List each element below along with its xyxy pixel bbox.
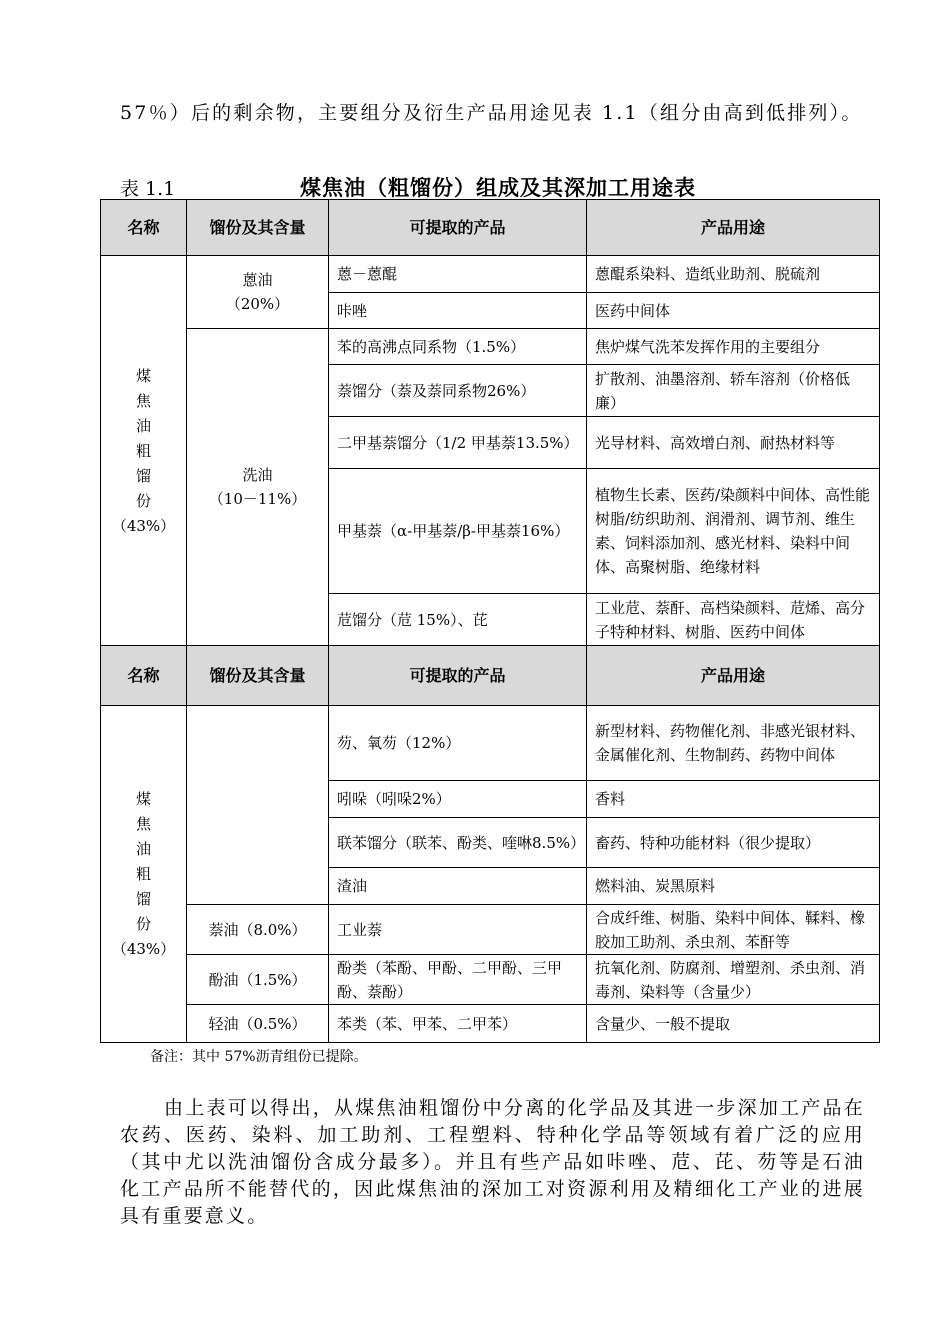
product-cell: 芴、氧芴（12%） (329, 706, 587, 781)
product-cell: 酚类（苯酚、甲酚、二甲酚、三甲酚、萘酚） (329, 955, 587, 1005)
table-row (101, 1005, 880, 1043)
table-note: 备注：其中 57%沥青组份已提除。 (150, 1049, 368, 1065)
use-cell: 蒽醌系染料、造纸业助剂、脱硫剂 (587, 256, 880, 293)
header-use: 产品用途 (587, 646, 880, 706)
table-caption-label: 表 1.1 (120, 178, 176, 200)
section1-name-cell (101, 256, 187, 646)
summary-paragraph: 由上表可以得出，从煤焦油粗馏份中分离的化学品及其进一步深加工产品在农药、医药、染料、加工助剂、工程塑料、特种化学品等领域有着广泛的应用（其中尤以洗油馏份含成分最多）。并且有些产品如咔唑、苊、芘、芴等是石油化工产品所不能替代的，因此煤焦油的深加工对资源利用及精细化工产业的进展具有重要意义。 (120, 1097, 865, 1227)
header-product: 可提取的产品 (329, 646, 587, 706)
table-row (101, 905, 880, 955)
anthracene-oil-cell: 蒽油 （20%） (187, 256, 329, 329)
section1-name: 煤 焦 油 粗 馏 份 (135, 366, 151, 510)
table-row (101, 256, 880, 293)
table-caption-title: 煤焦油（粗馏份）组成及其深加工用途表 (300, 175, 696, 200)
section1-name-percent: （43%） (111, 516, 176, 535)
use-cell: 含量少、一般不提取 (587, 1005, 880, 1043)
section2-name: 煤 焦 油 粗 馏 份 (135, 790, 151, 933)
table-header-row-repeat (101, 646, 880, 706)
product-cell: 联苯馏分（联苯、酚类、喹啉8.5%） (329, 818, 587, 868)
use-cell: 合成纤维、树脂、染料中间体、鞣料、橡胶加工助剂、杀虫剂、苯酐等 (587, 905, 880, 955)
product-cell: 渣油 (329, 868, 587, 905)
header-fraction: 馏份及其含量 (187, 646, 329, 706)
product-cell: 吲哚（吲哚2%） (329, 781, 587, 818)
table-row (101, 329, 880, 365)
use-cell: 工业苊、萘酐、高档染颜料、苊烯、高分子特种材料、树脂、医药中间体 (587, 594, 880, 646)
use-cell: 光导材料、高效增白剂、耐热材料等 (587, 417, 880, 469)
use-cell: 焦炉煤气洗苯发挥作用的主要组分 (587, 329, 880, 365)
table-header-row (101, 200, 880, 256)
product-cell: 蒽－蒽醌 (329, 256, 587, 293)
use-cell: 燃料油、炭黑原料 (587, 868, 880, 905)
use-cell: 抗氧化剂、防腐剂、增塑剂、杀虫剂、消毒剂、染料等（含量少） (587, 955, 880, 1005)
product-cell: 苊馏分（苊 15%）、芘 (329, 594, 587, 646)
header-fraction: 馏份及其含量 (187, 200, 329, 256)
fraction-cell: 萘油（8.0%） (187, 905, 329, 955)
product-cell: 工业萘 (329, 905, 587, 955)
section2-name-percent: （43%） (111, 940, 176, 958)
coal-tar-table (100, 199, 880, 1043)
product-cell: 苯的高沸点同系物（1.5%） (329, 329, 587, 365)
use-cell: 香料 (587, 781, 880, 818)
fraction-cell-empty (187, 706, 329, 905)
fraction-cell: 轻油（0.5%） (187, 1005, 329, 1043)
intro-paragraph: 57％）后的剩余物，主要组分及衍生产品用途见表 1.1（组分由高到低排列）。 (120, 102, 863, 124)
product-cell: 二甲基萘馏分（1/2 甲基萘13.5%） (329, 417, 587, 469)
product-cell: 苯类（苯、甲苯、二甲苯） (329, 1005, 587, 1043)
use-cell: 畜药、特种功能材料（很少提取） (587, 818, 880, 868)
table-row (101, 955, 880, 1005)
wash-oil-cell: 洗油 （10－11%） (187, 329, 329, 646)
use-cell: 扩散剂、油墨溶剂、轿车溶剂（价格低廉） (587, 365, 880, 417)
header-product: 可提取的产品 (329, 200, 587, 256)
header-use: 产品用途 (587, 200, 880, 256)
use-cell: 医药中间体 (587, 293, 880, 329)
use-cell: 植物生长素、医药/染颜料中间体、高性能树脂/纺织助剂、润滑剂、调节剂、维生素、饲料添加剂、感光材料、染料中间体、高聚树脂、绝缘材料 (587, 469, 880, 594)
header-name: 名称 (101, 200, 187, 256)
section2-name-cell (101, 706, 187, 1043)
use-cell: 新型材料、药物催化剂、非感光银材料、金属催化剂、生物制药、药物中间体 (587, 706, 880, 781)
product-cell: 咔唑 (329, 293, 587, 329)
product-cell: 萘馏分（萘及萘同系物26%） (329, 365, 587, 417)
fraction-cell: 酚油（1.5%） (187, 955, 329, 1005)
header-name: 名称 (101, 646, 187, 706)
product-cell: 甲基萘（α-甲基萘/β-甲基萘16%） (329, 469, 587, 594)
table-row (101, 706, 880, 781)
